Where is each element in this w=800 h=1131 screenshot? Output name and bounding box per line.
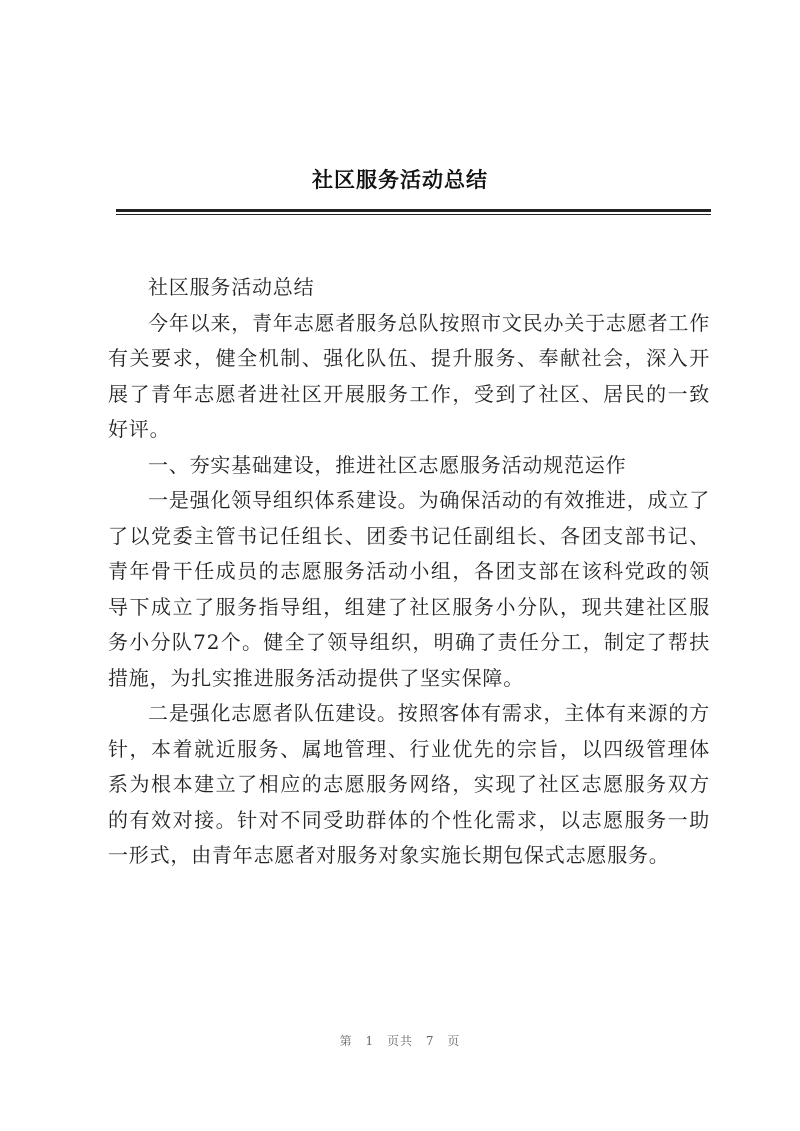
document-body [108, 270, 710, 874]
footer-total-pages: 7 [425, 1034, 435, 1048]
title-divider [116, 209, 711, 212]
paragraph-second-point: 二是强化志愿者队伍建设。按照客体有需求，主体有来源的方针，本着就近服务、属地管理、行业优先的宗旨，以四级管理体系为根本建立了相应的志愿服务网络，实现了社区志愿服务双方的有效对接。针对不同受助群体的个性化需求，以志愿服务一助一形式，由青年志愿者对服务对象实施长期包保式志愿服务。 [108, 701, 710, 867]
footer-suffix: 页 [447, 1034, 461, 1048]
page-footer [0, 1032, 800, 1049]
paragraph-first-point: 一是强化领导组织体系建设。为确保活动的有效推进，成立了了以党委主管书记任组长、团委书记任副组长、各团支部书记、青年骨干任成员的志愿服务活动小组，各团支部在该科党政的领导下成立了服务指导组，组建了社区服务小分队，现共建社区服务小分队72个。健全了领导组织，明确了责任分工，制定了帮扶措施，为扎实推进服务活动提供了坚实保障。 [108, 488, 710, 690]
paragraph-intro: 今年以来，青年志愿者服务总队按照市文民办关于志愿者工作有关要求，健全机制、强化队伍、提升服务、奉献社会，深入开展了青年志愿者进社区开展服务工作，受到了社区、居民的一致好评。 [108, 310, 710, 441]
document-title: 社区服务活动总结 [312, 168, 488, 192]
footer-prefix: 第 [339, 1034, 353, 1048]
footer-page-number: 1 [365, 1034, 375, 1048]
paragraph-heading: 社区服务活动总结 [148, 275, 315, 299]
footer-middle: 页共 [386, 1034, 413, 1048]
section-heading: 一、夯实基础建设，推进社区志愿服务活动规范运作 [148, 452, 627, 477]
title-divider-thin [116, 214, 711, 215]
